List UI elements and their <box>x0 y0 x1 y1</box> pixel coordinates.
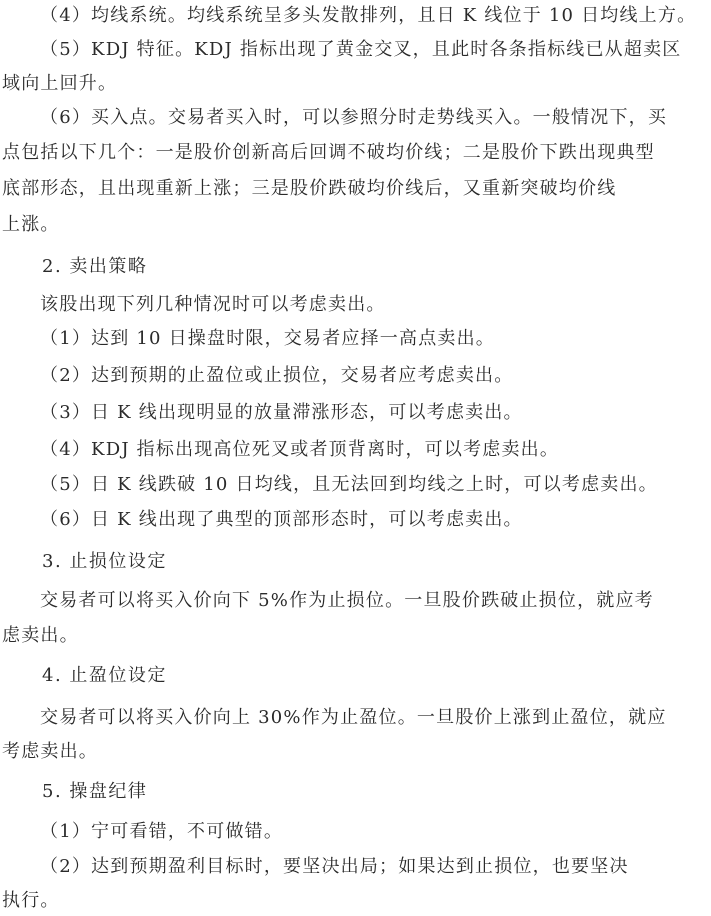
stop-loss-line-2: 虑卖出。 <box>2 625 79 646</box>
buy-item-6-line-2: 点包括以下几个：一是股价创新高后回调不破均价线；二是股价下跌出现典型 <box>2 142 655 163</box>
sell-item: （4）KDJ 指标出现高位死叉或者顶背离时，可以考虑卖出。 <box>40 439 560 460</box>
take-profit-line-2: 考虑卖出。 <box>2 741 98 762</box>
stop-loss-heading: 3. 止损位设定 <box>42 551 167 572</box>
buy-item-5-line-2: 域向上回升。 <box>2 73 118 94</box>
buy-item-5-line-1: （5）KDJ 特征。KDJ 指标出现了黄金交叉，且此时各条指标线已从超卖区 <box>40 39 682 60</box>
take-profit-heading: 4. 止盈位设定 <box>42 665 167 686</box>
take-profit-line-1: 交易者可以将买入价向上 30%作为止盈位。一旦股价上涨到止盈位，就应 <box>40 707 667 728</box>
sell-item: （5）日 K 线跌破 10 日均线，且无法回到均线之上时，可以考虑卖出。 <box>40 474 658 495</box>
discipline-item-2-line-2: 执行。 <box>2 890 60 911</box>
sell-strategy-heading: 2. 卖出策略 <box>42 256 148 277</box>
sell-item: （6）日 K 线出现了典型的顶部形态时，可以考虑卖出。 <box>40 509 523 530</box>
sell-intro: 该股出现下列几种情况时可以考虑卖出。 <box>40 294 386 315</box>
stop-loss-line-1: 交易者可以将买入价向下 5%作为止损位。一旦股价跌破止损位，就应考 <box>40 590 654 611</box>
sell-item: （3）日 K 线出现明显的放量滞涨形态，可以考虑卖出。 <box>40 402 523 423</box>
buy-item-4: （4）均线系统。均线系统呈多头发散排列，且日 K 线位于 10 日均线上方。 <box>40 5 697 26</box>
sell-item: （2）达到预期的止盈位或止损位，交易者应考虑卖出。 <box>40 365 514 386</box>
buy-item-6-line-3: 底部形态，且出现重新上涨；三是股价跌破均价线后，又重新突破均价线 <box>2 178 617 199</box>
sell-item: （1）达到 10 日操盘时限，交易者应择一高点卖出。 <box>40 328 495 349</box>
discipline-item-2-line-1: （2）达到预期盈利目标时，要坚决出局；如果达到止损位，也要坚决 <box>40 856 629 877</box>
buy-item-6-line-4: 上涨。 <box>2 214 60 235</box>
discipline-heading: 5. 操盘纪律 <box>42 781 148 802</box>
discipline-item-1: （1）宁可看错，不可做错。 <box>40 821 284 842</box>
buy-item-6-line-1: （6）买入点。交易者买入时，可以参照分时走势线买入。一般情况下，买 <box>40 107 668 128</box>
